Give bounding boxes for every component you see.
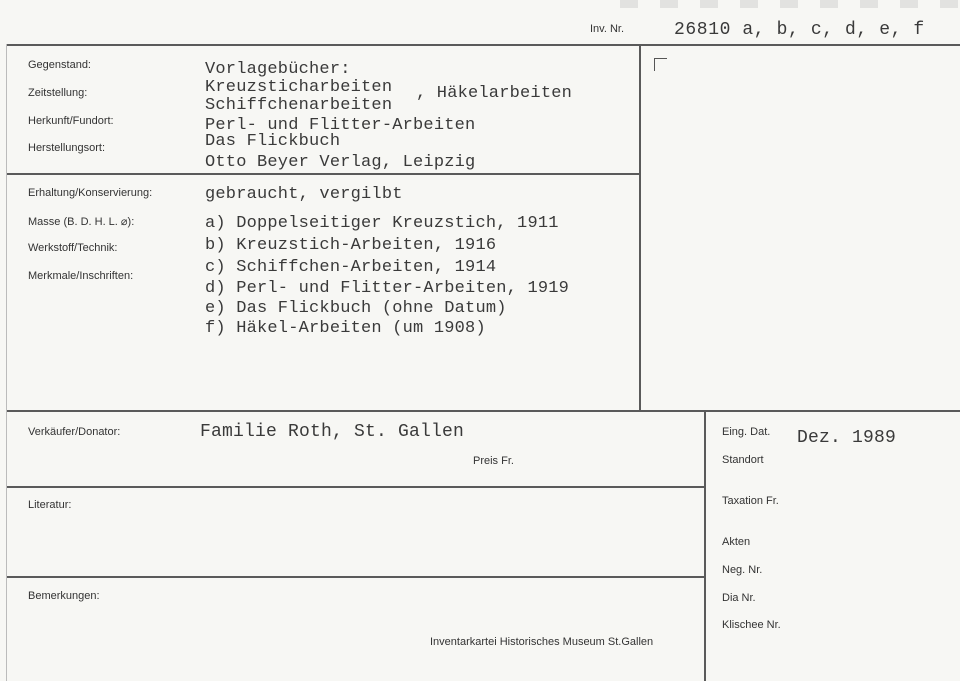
werkstoff-label: Werkstoff/Technik: <box>28 242 118 254</box>
inv-nr-value: 26810 a, b, c, d, e, f <box>674 20 925 40</box>
object-line-2b: , Häkelarbeiten <box>416 84 573 103</box>
bemerkungen-label: Bemerkungen: <box>28 590 100 602</box>
akten-label: Akten <box>722 536 751 548</box>
verkaeufer-label: Verkäufer/Donator: <box>28 426 121 438</box>
item-c: c) Schiffchen-Arbeiten, 1914 <box>205 258 497 277</box>
erhaltung-label: Erhaltung/Konservierung: <box>28 187 153 199</box>
rule-top <box>6 44 960 46</box>
top-edge-decoration <box>620 0 960 8</box>
object-line-2a: Kreuzsticharbeiten <box>205 78 393 97</box>
dia-nr-label: Dia Nr. <box>722 592 756 604</box>
footer-text: Inventarkartei Historisches Museum St.Gallen <box>430 636 654 648</box>
rule-verkaeufer <box>6 486 704 488</box>
publisher-text: Otto Beyer Verlag, Leipzig <box>205 153 476 172</box>
corner-mark <box>654 58 667 71</box>
object-line-5: Das Flickbuch <box>205 132 341 151</box>
date-text: Dez. 1989 <box>797 428 897 448</box>
preis-label: Preis Fr. <box>473 455 514 467</box>
donor-text: Familie Roth, St. Gallen <box>200 422 465 442</box>
item-d: d) Perl- und Flitter-Arbeiten, 1919 <box>205 279 570 298</box>
herkunft-label: Herkunft/Fundort: <box>28 115 114 127</box>
object-title: Vorlagebücher: <box>205 60 351 79</box>
object-line-4: Perl- und Flitter-Arbeiten <box>205 116 476 135</box>
condition-text: gebraucht, vergilbt <box>205 185 403 204</box>
rule-upper-section <box>6 173 640 175</box>
object-line-3: Schiffchenarbeiten <box>205 96 393 115</box>
gegenstand-label: Gegenstand: <box>28 59 91 71</box>
rule-vertical-lower <box>704 410 706 681</box>
rule-left-edge <box>6 44 7 681</box>
item-a: a) Doppelseitiger Kreuzstich, 1911 <box>205 214 559 233</box>
standort-label: Standort <box>722 454 764 466</box>
item-e: e) Das Flickbuch (ohne Datum) <box>205 299 507 318</box>
item-b: b) Kreuzstich-Arbeiten, 1916 <box>205 236 497 255</box>
neg-nr-label: Neg. Nr. <box>722 564 763 576</box>
literatur-label: Literatur: <box>28 499 72 511</box>
klischee-nr-label: Klischee Nr. <box>722 619 781 631</box>
eing-dat-label: Eing. Dat. <box>722 426 771 438</box>
rule-literatur <box>6 576 704 578</box>
taxation-label: Taxation Fr. <box>722 495 779 507</box>
zeitstellung-label: Zeitstellung: <box>28 87 88 99</box>
inv-nr-label: Inv. Nr. <box>590 23 625 35</box>
masse-label: Masse (B. D. H. L. ⌀): <box>28 216 135 228</box>
rule-vertical-right <box>639 44 641 411</box>
rule-middle <box>6 410 960 412</box>
merkmale-label: Merkmale/Inschriften: <box>28 270 134 282</box>
herstellungsort-label: Herstellungsort: <box>28 142 106 154</box>
item-f: f) Häkel-Arbeiten (um 1908) <box>205 319 486 338</box>
